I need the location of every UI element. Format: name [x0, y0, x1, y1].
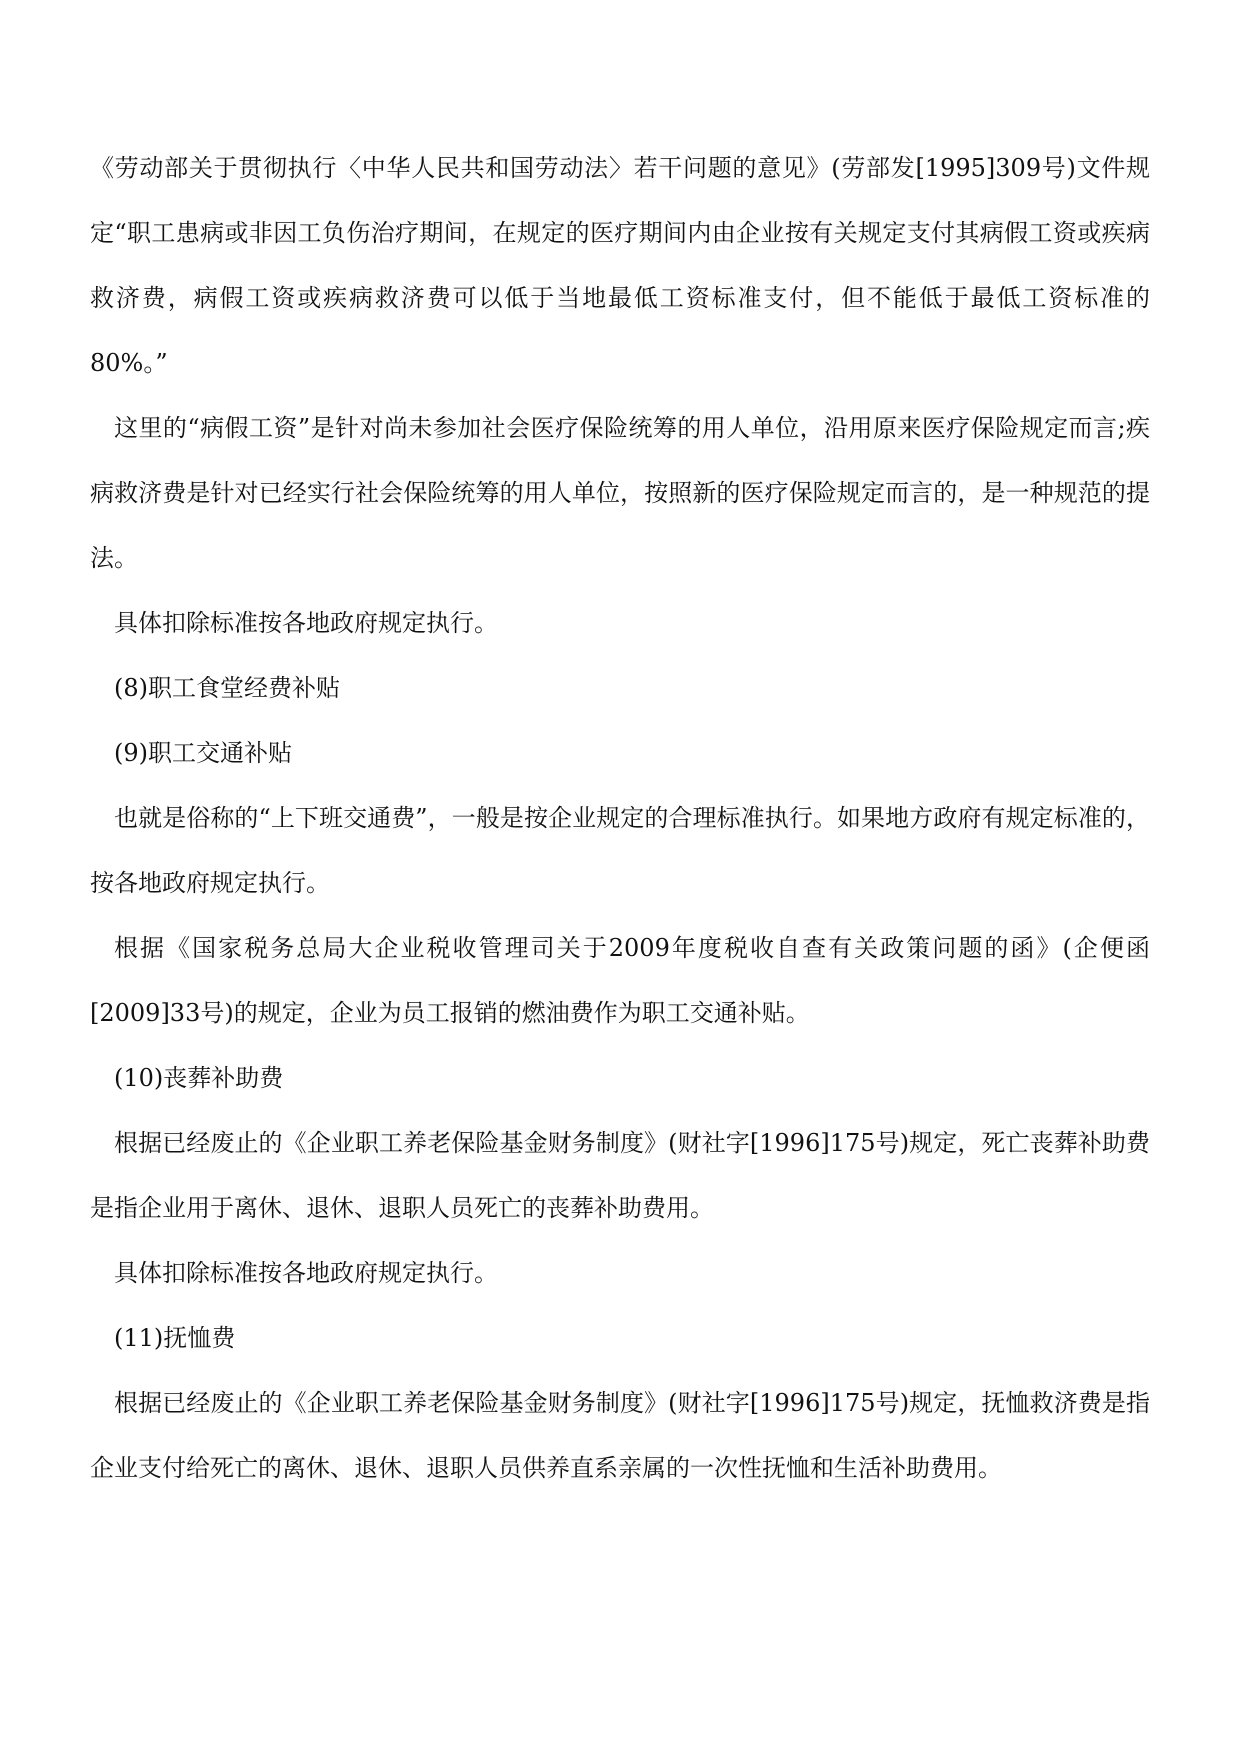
heading-canteen-subsidy: (8)职工食堂经费补贴 [114, 674, 340, 702]
heading-transport-subsidy: (9)职工交通补贴 [114, 739, 292, 767]
paragraph-pension-fee-rule: 根据已经废止的《企业职工养老保险基金财务制度》(财社字[1996]175号)规定，抚恤救济费是指企业支付给死亡的离休、退休、退职人员供养直系亲属的一次性抚恤和生活补助费用。 [90, 1389, 1150, 1482]
heading-pension-fee: (11)抚恤费 [114, 1324, 236, 1352]
paragraph-deduction-standard: 具体扣除标准按各地政府规定执行。 [114, 609, 498, 637]
heading-funeral-subsidy: (10)丧葬补助费 [114, 1064, 284, 1092]
paragraph-funeral-subsidy-rule: 根据已经废止的《企业职工养老保险基金财务制度》(财社字[1996]175号)规定，死亡丧葬补助费是指企业用于离休、退休、退职人员死亡的丧葬补助费用。 [90, 1129, 1150, 1222]
document-page [90, 136, 1150, 1501]
paragraph-deduction-standard-2: 具体扣除标准按各地政府规定执行。 [114, 1259, 498, 1287]
paragraph-labor-opinion: 《劳动部关于贯彻执行〈中华人民共和国劳动法〉若干问题的意见》(劳部发[1995]309号)文件规定“职工患病或非因工负伤治疗期间，在规定的医疗期间内由企业按有关规定支付其病假工资或疾病救济费，病假工资或疾病救济费可以低于当地最低工资标准支付，但不能低于最低工资标准的80%。” [90, 154, 1150, 377]
paragraph-commute-fee: 也就是俗称的“上下班交通费”，一般是按企业规定的合理标准执行。如果地方政府有规定标准的，按各地政府规定执行。 [90, 804, 1150, 897]
paragraph-sick-pay-explanation: 这里的“病假工资”是针对尚未参加社会医疗保险统筹的用人单位，沿用原来医疗保险规定而言;疾病救济费是针对已经实行社会保险统筹的用人单位，按照新的医疗保险规定而言的，是一种规范的提法。 [90, 414, 1150, 572]
paragraph-fuel-fee-rule: 根据《国家税务总局大企业税收管理司关于2009年度税收自查有关政策问题的函》(企便函[2009]33号)的规定，企业为员工报销的燃油费作为职工交通补贴。 [90, 934, 1150, 1027]
